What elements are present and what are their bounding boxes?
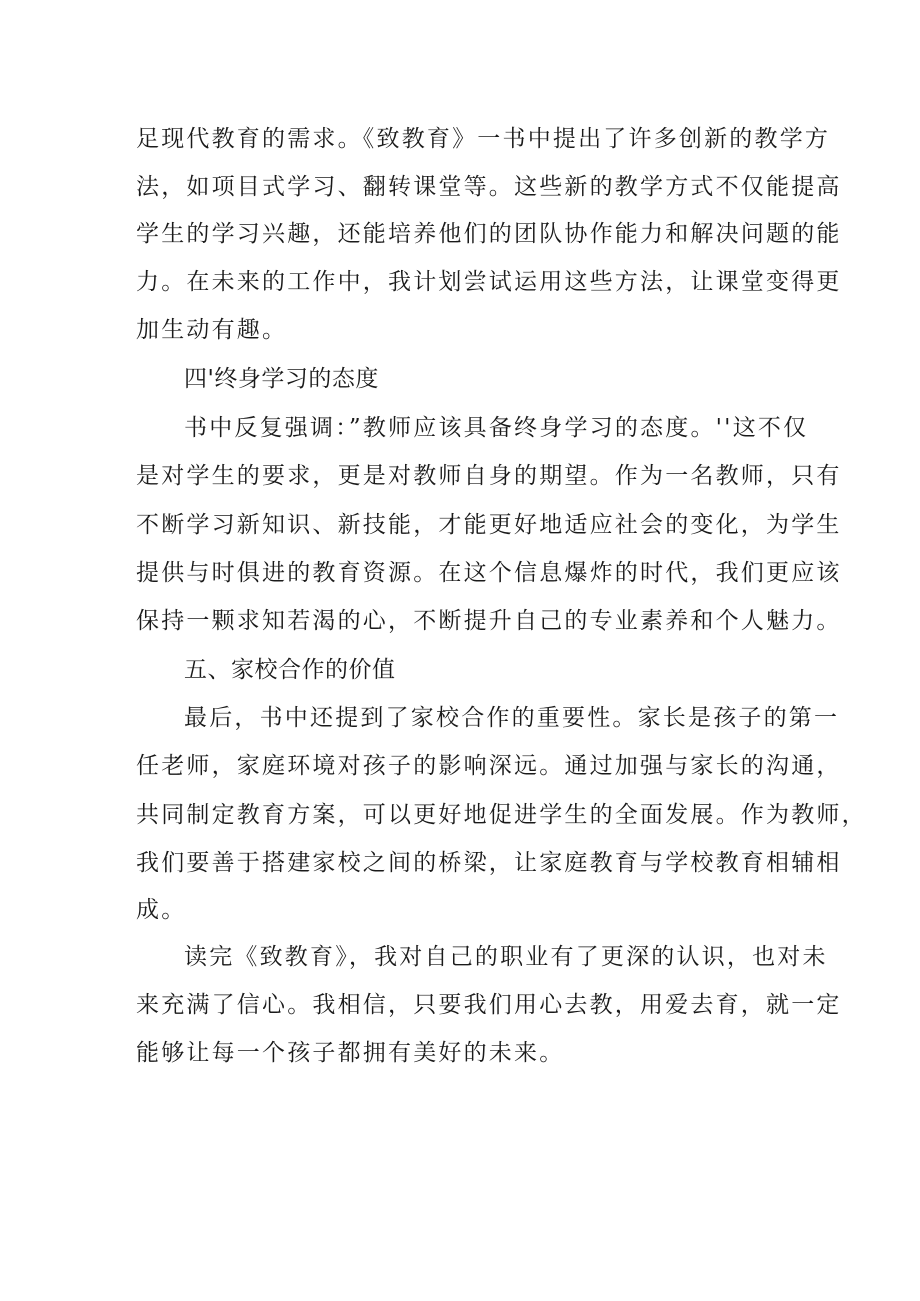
paragraph-line: 我们要善于搭建家校之间的桥梁，让家庭教育与学校教育相辅相 (136, 850, 842, 876)
paragraph-line: 能够让每一个孩子都拥有美好的未来。 (136, 1040, 565, 1066)
paragraph-line: 提供与时俱进的教育资源。在这个信息爆炸的时代，我们更应该 (136, 560, 842, 586)
paragraph-line: 不断学习新知识、新技能，才能更好地适应社会的变化，为学生 (136, 512, 842, 538)
paragraph-line: 读完《致教育》，我对自己的职业有了更深的认识，也对未 (184, 944, 828, 970)
section-heading-lifelong-learning: 四'终身学习的态度 (184, 366, 379, 392)
paragraph-line: 法，如项目式学习、翻转课堂等。这些新的教学方式不仅能提高 (136, 174, 842, 200)
paragraph-line: 力。在未来的工作中，我计划尝试运用这些方法，让课堂变得更 (136, 269, 842, 295)
paragraph-line: 书中反复强调：”教师应该具备终身学习的态度。''这不仅 (184, 415, 809, 441)
paragraph-line: 是对学生的要求，更是对教师自身的期望。作为一名教师，只有 (136, 463, 842, 489)
paragraph-line: 最后，书中还提到了家校合作的重要性。家长是孩子的第一 (184, 705, 840, 731)
paragraph-line: 保持一颗求知若渴的心，不断提升自己的专业素养和个人魅力。 (136, 608, 842, 634)
paragraph-line: 加生动有趣。 (136, 317, 288, 343)
paragraph-line: 任老师，家庭环境对孩子的影响深远。通过加强与家长的沟通， (136, 753, 842, 779)
section-heading-home-school: 五、家校合作的价值 (184, 657, 396, 683)
paragraph-line: 成。 (136, 897, 187, 923)
paragraph-line: 学生的学习兴趣，还能培养他们的团队协作能力和解决问题的能 (136, 221, 842, 247)
paragraph-line: 来充满了信心。我相信，只要我们用心去教，用爱去育，就一定 (136, 992, 842, 1018)
paragraph-line: 足现代教育的需求。《致教育》一书中提出了许多创新的教学方 (136, 126, 831, 152)
paragraph-line: 共同制定教育方案，可以更好地促进学生的全面发展。作为教师， (136, 802, 867, 828)
